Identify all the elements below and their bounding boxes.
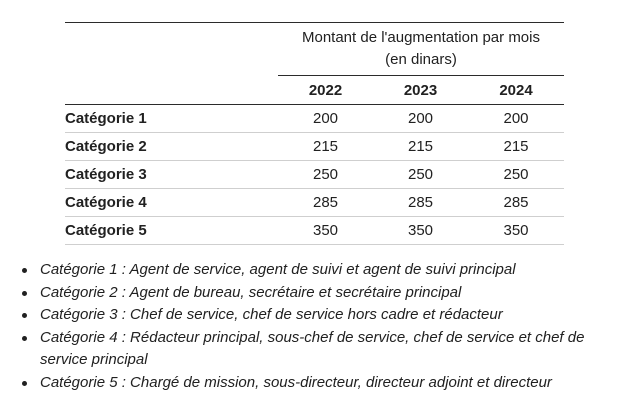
group-header-cell — [278, 23, 564, 76]
cell-value: 215 — [468, 133, 564, 161]
cell-value: 215 — [278, 133, 373, 161]
row-label: Catégorie 2 — [65, 133, 278, 161]
definition-text: Catégorie 4 : Rédacteur principal, sous-chef de service, chef de service et chef de service principal — [40, 328, 585, 368]
row-label: Catégorie 4 — [65, 189, 278, 217]
list-item — [21, 282, 621, 305]
bullet-icon — [22, 291, 27, 296]
cell-value: 250 — [468, 161, 564, 189]
list-item — [21, 259, 621, 282]
table-year-header-row — [65, 76, 564, 105]
cell-value: 250 — [278, 161, 373, 189]
empty-header-cell — [65, 23, 278, 76]
list-item — [21, 372, 621, 395]
table-row — [65, 161, 564, 189]
row-label: Catégorie 5 — [65, 217, 278, 245]
list-item — [21, 327, 621, 372]
group-header-line2: (en dinars) — [385, 51, 457, 68]
row-label: Catégorie 3 — [65, 161, 278, 189]
salary-increase-table — [65, 22, 564, 245]
table-row — [65, 105, 564, 133]
cell-value: 350 — [373, 217, 468, 245]
bullet-icon — [22, 336, 27, 341]
bullet-icon — [22, 268, 27, 273]
table-row — [65, 133, 564, 161]
row-label: Catégorie 1 — [65, 105, 278, 133]
cell-value: 215 — [373, 133, 468, 161]
table-row — [65, 217, 564, 245]
cell-value: 285 — [468, 189, 564, 217]
cell-value: 350 — [278, 217, 373, 245]
definition-text: Catégorie 3 : Chef de service, chef de service hors cadre et rédacteur — [40, 306, 503, 323]
cell-value: 250 — [373, 161, 468, 189]
cell-value: 200 — [468, 105, 564, 133]
table-group-header-row — [65, 23, 564, 76]
bullet-icon — [22, 313, 27, 318]
list-item — [21, 304, 621, 327]
table-row — [65, 189, 564, 217]
definition-text: Catégorie 5 : Chargé de mission, sous-directeur, directeur adjoint et directeur — [40, 373, 552, 391]
year-header-2023: 2023 — [373, 76, 468, 105]
definition-text: Catégorie 1 : Agent de service, agent de suivi et agent de suivi principal — [40, 261, 516, 278]
cell-value: 200 — [278, 105, 373, 133]
year-header-2022: 2022 — [278, 76, 373, 105]
category-definitions-list — [21, 259, 621, 394]
cell-value: 350 — [468, 217, 564, 245]
cell-value: 285 — [278, 189, 373, 217]
year-header-2024: 2024 — [468, 76, 564, 105]
definition-text: Catégorie 2 : Agent de bureau, secrétaire et secrétaire principal — [40, 283, 462, 301]
cell-value: 285 — [373, 189, 468, 217]
empty-year-cell — [65, 76, 278, 105]
cell-value: 200 — [373, 105, 468, 133]
bullet-icon — [22, 381, 27, 386]
group-header-line1: Montant de l'augmentation par mois — [301, 29, 540, 46]
